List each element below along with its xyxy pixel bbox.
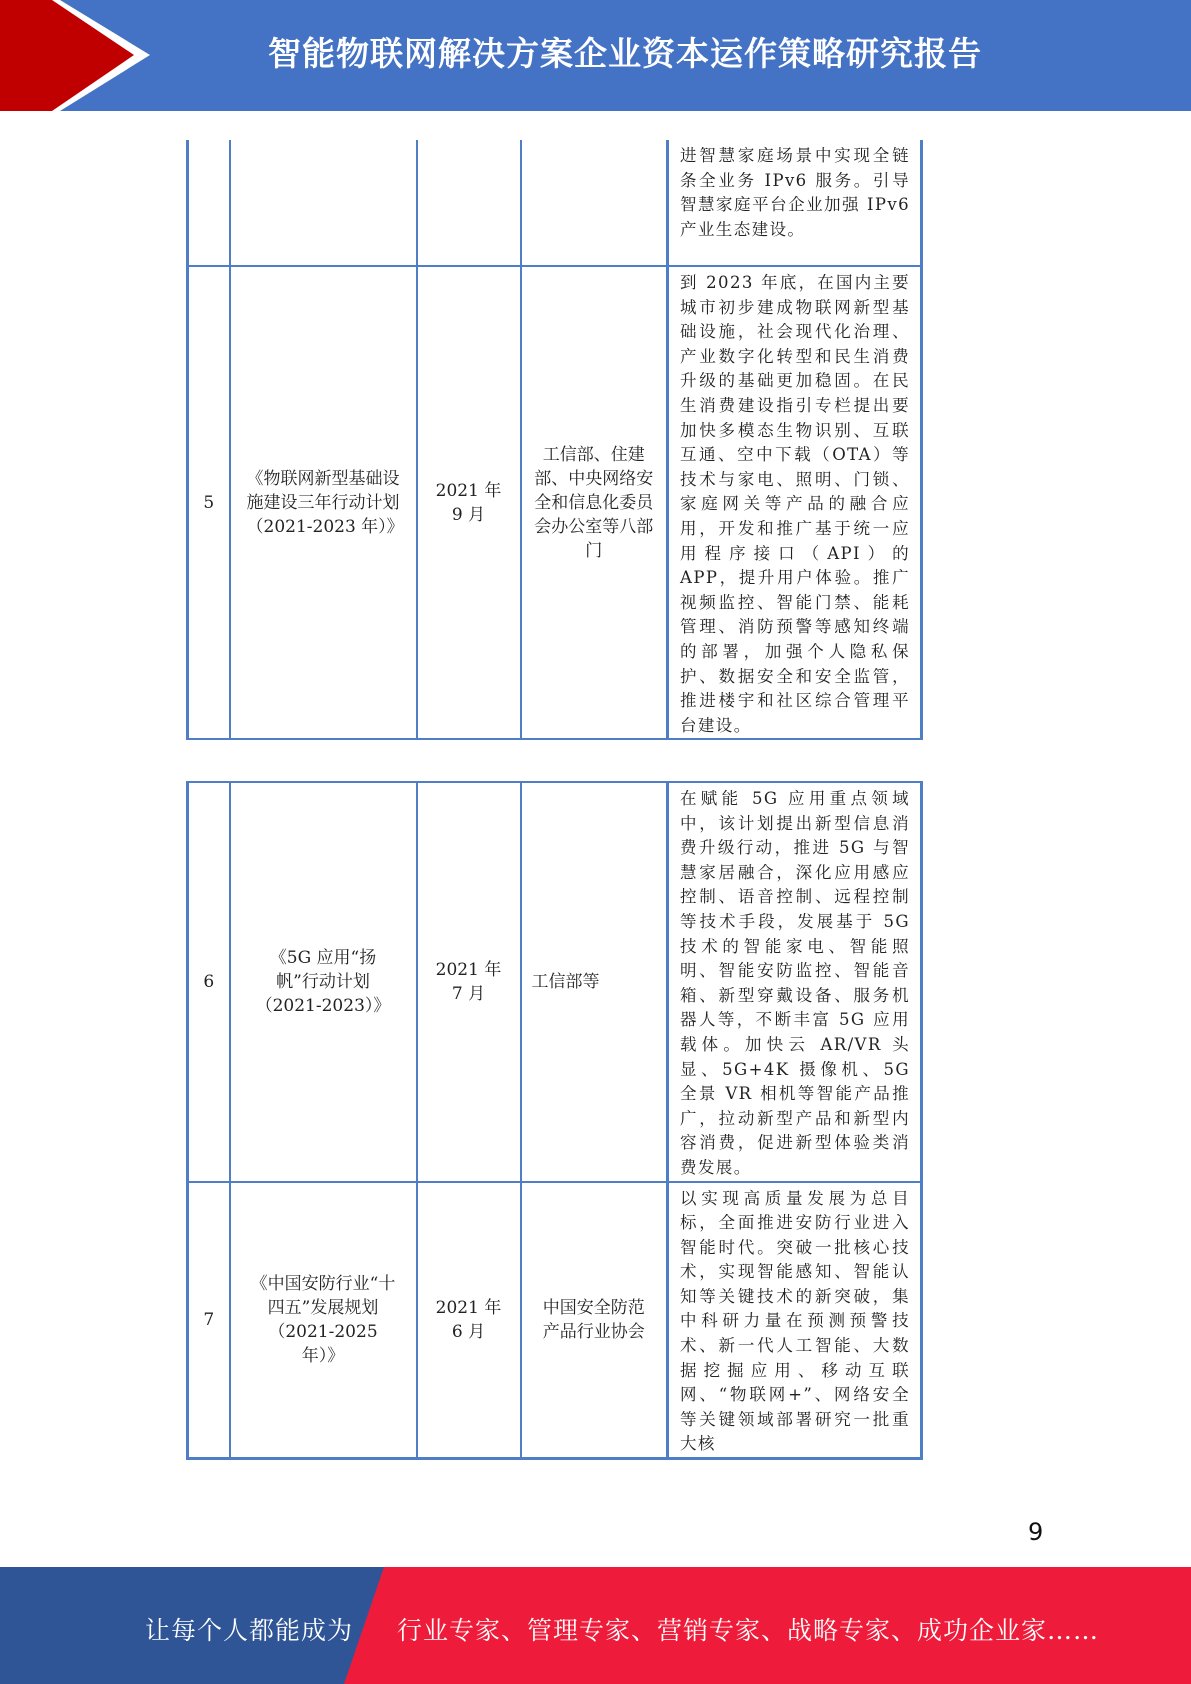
- policy-table-bottom: [186, 781, 923, 1460]
- page-header: [0, 0, 1191, 111]
- table-row: [188, 140, 922, 266]
- cell-no: [188, 140, 230, 266]
- cell-description: 进智慧家庭场景中实现全链条全业务 IPv6 服务。引导智慧家庭平台企业加强 IPv6 产业生态建设。: [668, 140, 922, 266]
- cell-no: 6: [188, 782, 230, 1182]
- cell-issuer: [521, 140, 668, 266]
- footer-slogan-left: 让每个人都能成为: [145, 1616, 354, 1645]
- table-row: [188, 266, 922, 739]
- cell-date: [417, 140, 521, 266]
- cell-policy: 《5G 应用“扬帆”行动计划（2021-2023）》: [230, 782, 417, 1182]
- cell-date: 2021 年 7 月: [417, 782, 521, 1182]
- page-footer: [0, 1567, 1191, 1684]
- page-number: 9: [1028, 1518, 1044, 1546]
- cell-description: 在赋能 5G 应用重点领域中，该计划提出新型信息消费升级行动，推进 5G 与智慧家居融合，深化应用感应控制、语音控制、远程控制等技术手段，发展基于 5G 技术的智能家电、智能照明、智能安防监控、智能音箱、新型穿戴设备、服务机器人等，不断丰富 5G 应用载体。加快云 AR/VR 头显、5G+4K 摄像机、5G 全景 VR 相机等智能产品推广，拉动新型产品和新型内容消费，促进新型体验类消费发展。: [668, 782, 922, 1182]
- cell-issuer: 工信部、住建部、中央网络安全和信息化委员会办公室等八部门: [521, 266, 668, 739]
- cell-no: 7: [188, 1182, 230, 1459]
- report-title: 智能物联网解决方案企业资本运作策略研究报告: [268, 34, 982, 73]
- cell-description: 以实现高质量发展为总目标，全面推进安防行业进入智能时代。突破一批核心技术，实现智能感知、智能认知等关键技术的新突破，集中科研力量在预测预警技术、新一代人工智能、大数据挖掘应用、移动互联网、“物联网+”、网络安全等关键领域部署研究一批重大核: [668, 1182, 922, 1459]
- table-row: [188, 1182, 922, 1459]
- footer-slogan-right: 行业专家、管理专家、营销专家、战略专家、成功企业家……: [397, 1616, 1100, 1645]
- cell-policy: [230, 140, 417, 266]
- cell-issuer: 中国安全防范产品行业协会: [521, 1182, 668, 1459]
- cell-no: 5: [188, 266, 230, 739]
- cell-issuer: 工信部等: [521, 782, 668, 1182]
- policy-table-top: [186, 140, 923, 740]
- cell-policy: 《物联网新型基础设施建设三年行动计划（2021-2023 年）》: [230, 266, 417, 739]
- cell-date: 2021 年 9 月: [417, 266, 521, 739]
- cell-policy: 《中国安防行业“十四五”发展规划（2021-2025 年）》: [230, 1182, 417, 1459]
- table-row: [188, 782, 922, 1182]
- cell-date: 2021 年 6 月: [417, 1182, 521, 1459]
- cell-description: 到 2023 年底，在国内主要城市初步建成物联网新型基础设施，社会现代化治理、产业数字化转型和民生消费升级的基础更加稳固。在民生消费建设指引专栏提出要加快多模态生物识别、互联互通、空中下载（OTA）等技术与家电、照明、门锁、家庭网关等产品的融合应用，开发和推广基于统一应用程序接口（API）的 APP，提升用户体验。推广视频监控、智能门禁、能耗管理、消防预警等感知终端的部署，加强个人隐私保护、数据安全和安全监管，推进楼宇和社区综合管理平台建设。: [668, 266, 922, 739]
